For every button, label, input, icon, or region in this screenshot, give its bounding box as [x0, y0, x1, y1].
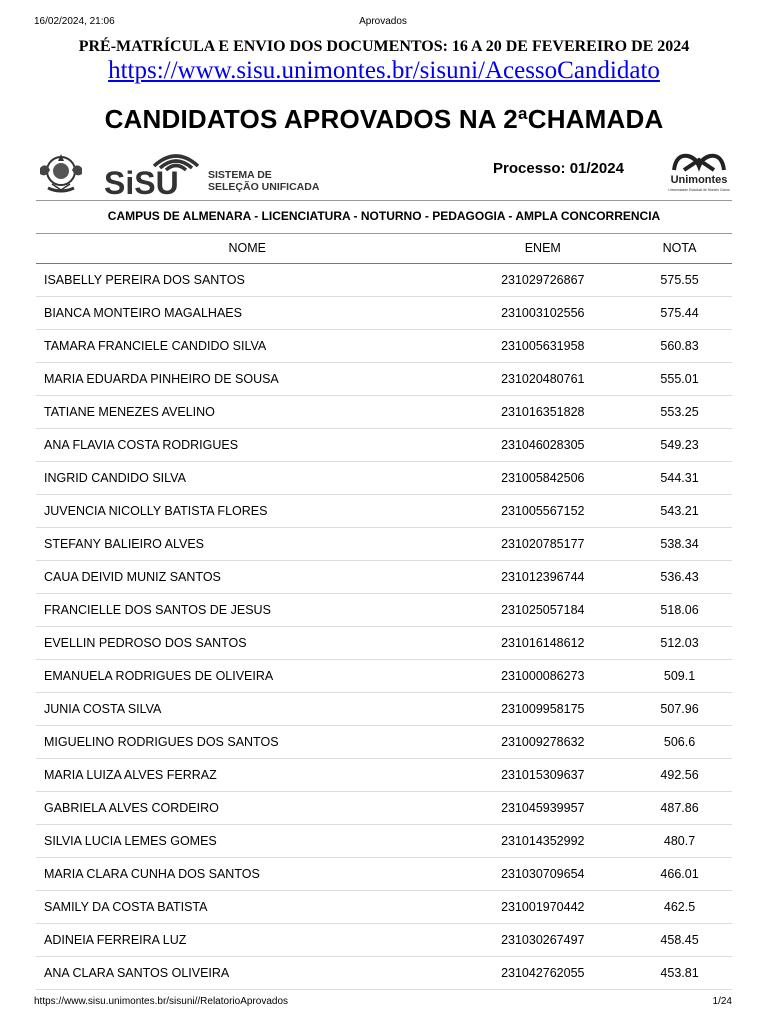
table-row — [36, 561, 732, 594]
candidate-enem: 231016148612 — [458, 627, 627, 660]
candidate-enem: 231029726867 — [458, 264, 627, 297]
candidate-access-link[interactable]: https://www.sisu.unimontes.br/sisuni/AcessoCandidato — [108, 57, 660, 84]
candidate-enem: 231005567152 — [458, 495, 627, 528]
print-header — [34, 16, 732, 30]
candidate-score: 509.1 — [627, 660, 732, 693]
candidate-enem: 231003102556 — [458, 297, 627, 330]
candidate-score: 518.06 — [627, 594, 732, 627]
candidate-score: 462.5 — [627, 891, 732, 924]
candidate-enem: 231014352992 — [458, 825, 627, 858]
approved-candidates-table — [36, 232, 732, 990]
sisu-tagline-1: SISTEMA DE — [208, 169, 272, 181]
unimontes-wordmark: Unimontes — [670, 174, 728, 186]
sisu-wordmark: SiSU — [104, 165, 179, 201]
table-row — [36, 792, 732, 825]
table-row — [36, 264, 732, 297]
candidate-score: 553.25 — [627, 396, 732, 429]
candidate-score: 466.01 — [627, 858, 732, 891]
candidate-score: 560.83 — [627, 330, 732, 363]
sisu-tagline-2: SELEÇÃO UNIFICADA — [208, 181, 320, 193]
candidate-name: INGRID CANDIDO SILVA — [36, 462, 458, 495]
candidate-name: BIANCA MONTEIRO MAGALHAES — [36, 297, 458, 330]
table-row — [36, 396, 732, 429]
candidate-enem: 231012396744 — [458, 561, 627, 594]
table-row — [36, 594, 732, 627]
candidate-enem: 231016351828 — [458, 396, 627, 429]
pre-enrollment-notice: PRÉ-MATRÍCULA E ENVIO DOS DOCUMENTOS: 16 A 20 DE FEVEREIRO DE 2024 — [78, 38, 690, 55]
table-row — [36, 462, 732, 495]
table-row — [36, 924, 732, 957]
candidate-name: MARIA CLARA CUNHA DOS SANTOS — [36, 858, 458, 891]
candidate-enem: 231020480761 — [458, 363, 627, 396]
page-number: 1/24 — [712, 996, 732, 1007]
candidate-name: GABRIELA ALVES CORDEIRO — [36, 792, 458, 825]
table-row — [36, 759, 732, 792]
candidate-score: 549.23 — [627, 429, 732, 462]
candidate-name: MARIA EDUARDA PINHEIRO DE SOUSA — [36, 363, 458, 396]
candidate-name: JUNIA COSTA SILVA — [36, 693, 458, 726]
candidate-score: 507.96 — [627, 693, 732, 726]
candidate-name: EVELLIN PEDROSO DOS SANTOS — [36, 627, 458, 660]
unimontes-subtitle: Universidade Estadual de Montes Claros — [668, 188, 730, 192]
print-footer-url: https://www.sisu.unimontes.br/sisuni//RelatorioAprovados — [34, 996, 289, 1007]
candidate-name: ISABELLY PEREIRA DOS SANTOS — [36, 264, 458, 297]
candidate-score: 480.7 — [627, 825, 732, 858]
table-row — [36, 495, 732, 528]
candidate-name: CAUA DEIVID MUNIZ SANTOS — [36, 561, 458, 594]
table-row — [36, 627, 732, 660]
candidate-score: 543.21 — [627, 495, 732, 528]
candidate-name: STEFANY BALIEIRO ALVES — [36, 528, 458, 561]
print-title: Aprovados — [359, 16, 407, 27]
table-row — [36, 957, 732, 990]
candidate-score: 487.86 — [627, 792, 732, 825]
table-row — [36, 693, 732, 726]
candidate-name: MARIA LUIZA ALVES FERRAZ — [36, 759, 458, 792]
candidate-enem: 231015309637 — [458, 759, 627, 792]
candidate-score: 458.45 — [627, 924, 732, 957]
table-row — [36, 660, 732, 693]
column-header-nome: NOME — [36, 232, 458, 264]
candidate-name: FRANCIELLE DOS SANTOS DE JESUS — [36, 594, 458, 627]
candidate-name: EMANUELA RODRIGUES DE OLIVEIRA — [36, 660, 458, 693]
candidate-name: SILVIA LUCIA LEMES GOMES — [36, 825, 458, 858]
candidate-name: ADINEIA FERREIRA LUZ — [36, 924, 458, 957]
page-title: CANDIDATOS APROVADOS NA 2ªCHAMADA — [104, 104, 664, 134]
candidate-name: ANA CLARA SANTOS OLIVEIRA — [36, 957, 458, 990]
table-row — [36, 297, 732, 330]
candidate-score: 538.34 — [627, 528, 732, 561]
process-number: Processo: 01/2024 — [493, 160, 624, 177]
table-row — [36, 363, 732, 396]
candidate-name: SAMILY DA COSTA BATISTA — [36, 891, 458, 924]
candidate-name: ANA FLAVIA COSTA RODRIGUES — [36, 429, 458, 462]
candidate-name: MIGUELINO RODRIGUES DOS SANTOS — [36, 726, 458, 759]
candidate-name: TATIANE MENEZES AVELINO — [36, 396, 458, 429]
candidate-score: 453.81 — [627, 957, 732, 990]
logo-bar — [36, 144, 732, 200]
column-header-enem: ENEM — [458, 232, 627, 264]
column-header-nota: NOTA — [627, 232, 732, 264]
candidate-enem: 231020785177 — [458, 528, 627, 561]
candidate-enem: 231042762055 — [458, 957, 627, 990]
candidate-enem: 231001970442 — [458, 891, 627, 924]
table-row — [36, 726, 732, 759]
table-row — [36, 825, 732, 858]
candidate-enem: 231030709654 — [458, 858, 627, 891]
candidate-score: 536.43 — [627, 561, 732, 594]
candidate-enem: 231046028305 — [458, 429, 627, 462]
candidate-score: 492.56 — [627, 759, 732, 792]
state-coat-of-arms-icon — [36, 148, 86, 196]
candidate-score: 512.03 — [627, 627, 732, 660]
table-row — [36, 858, 732, 891]
candidate-score: 555.01 — [627, 363, 732, 396]
candidate-score: 575.55 — [627, 264, 732, 297]
table-header-row — [36, 232, 732, 264]
candidate-name: JUVENCIA NICOLLY BATISTA FLORES — [36, 495, 458, 528]
candidate-enem: 231009278632 — [458, 726, 627, 759]
print-datetime: 16/02/2024, 21:06 — [34, 16, 115, 27]
candidate-score: 506.6 — [627, 726, 732, 759]
campus-course-heading: CAMPUS DE ALMENARA - LICENCIATURA - NOTURNO - PEDAGOGIA - AMPLA CONCORRENCIA — [36, 200, 732, 234]
candidate-score: 544.31 — [627, 462, 732, 495]
candidate-enem: 231005842506 — [458, 462, 627, 495]
table-row — [36, 528, 732, 561]
candidate-enem: 231030267497 — [458, 924, 627, 957]
candidate-name: TAMARA FRANCIELE CANDIDO SILVA — [36, 330, 458, 363]
sisu-logo — [104, 144, 320, 201]
print-footer — [34, 996, 732, 1010]
candidate-enem: 231025057184 — [458, 594, 627, 627]
candidate-enem: 231000086273 — [458, 660, 627, 693]
table-row — [36, 891, 732, 924]
unimontes-logo — [666, 148, 732, 194]
candidate-score: 575.44 — [627, 297, 732, 330]
candidate-enem: 231005631958 — [458, 330, 627, 363]
table-row — [36, 330, 732, 363]
candidate-enem: 231045939957 — [458, 792, 627, 825]
candidate-enem: 231009958175 — [458, 693, 627, 726]
table-row — [36, 429, 732, 462]
